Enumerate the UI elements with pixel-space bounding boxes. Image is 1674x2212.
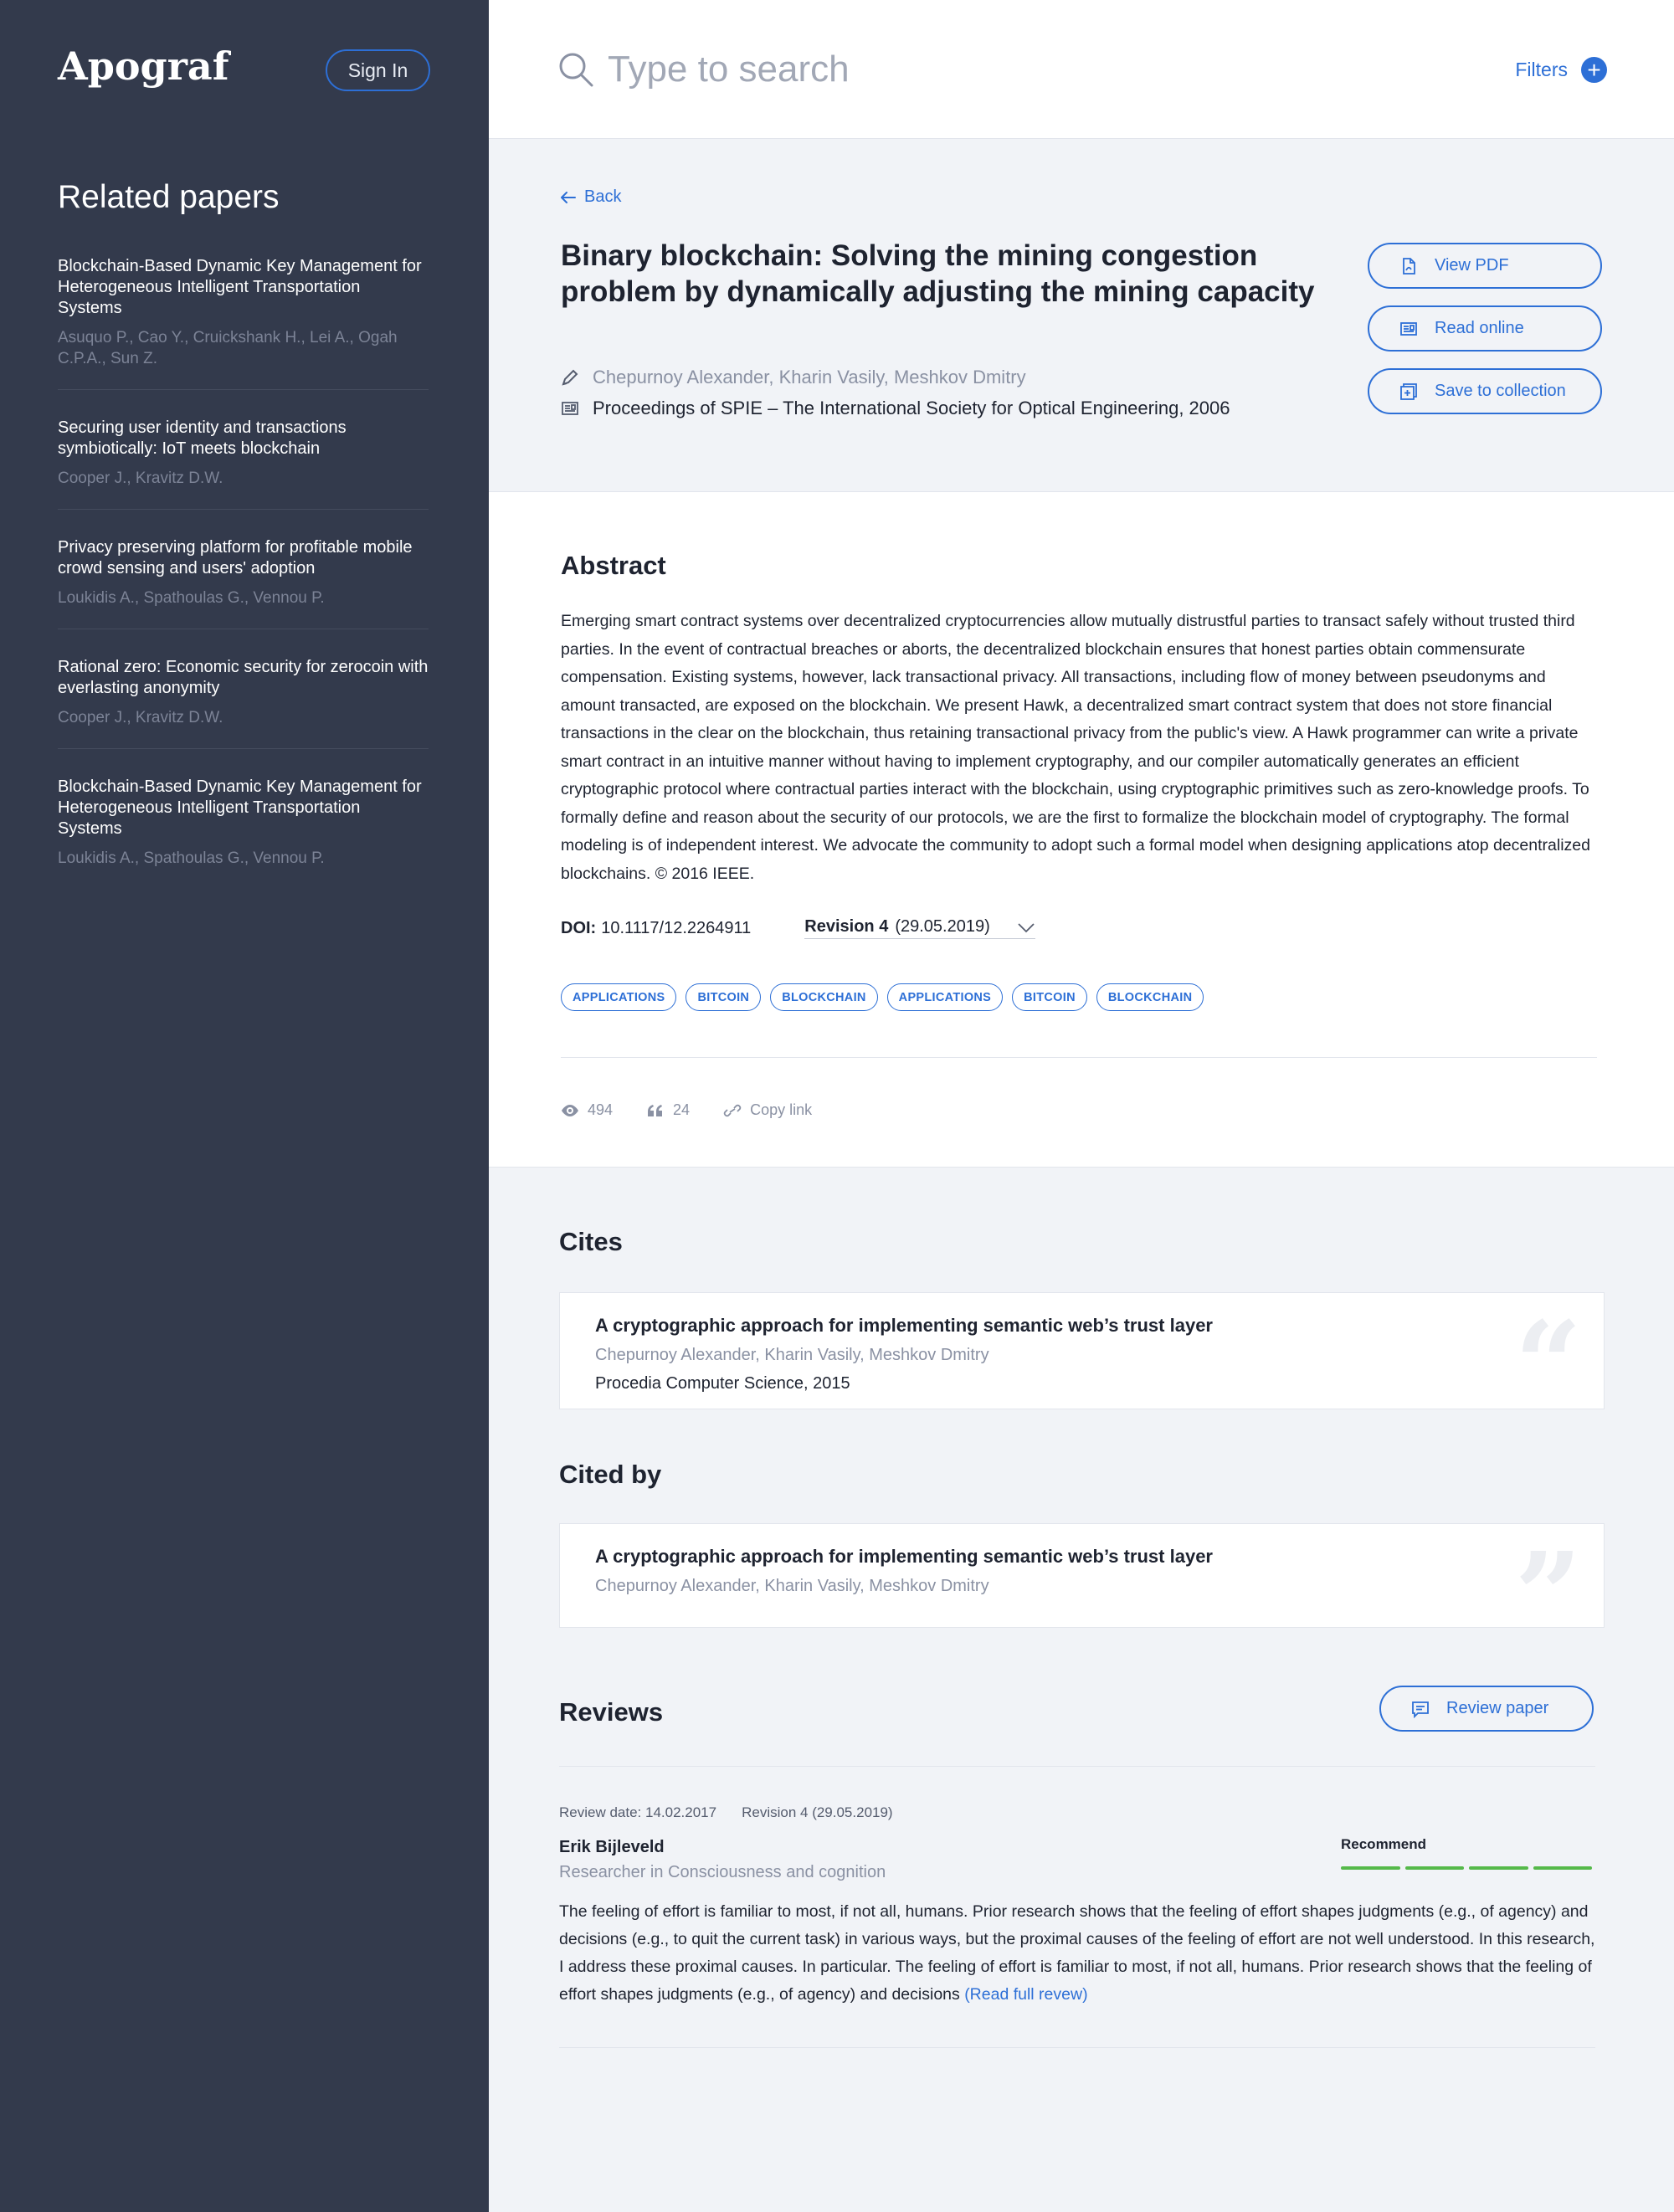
paper-stats bbox=[561, 1101, 812, 1119]
abstract-text: Emerging smart contract systems over decentralized cryptocurrencies allow mutually distrustful parties to transact safely without trusted third parties. In the event of contractual breaches or aborts, the decentralized blockchain ensures that honest parties obtain commensurate compensation. Existing systems, however, lack transactional privacy. All transactions, including flow of money between pseudonyms and amount transacted, are exposed on the blockchain. We present Hawk, a decentralized smart contract system that does not store financial transactions in the clear on the blockchain, thus retaining transactional privacy from the public's view. A Hawk programmer can write a private smart contract in an intuitive manner without having to implement cryptography, and our compiler automatically generates an efficient cryptographic protocol where contractual parties interact with the blockchain, using cryptographic primitives such as zero-knowledge proofs. To formally define and reason about the security of our protocols, we are the first to formalize the blockchain model of cryptography. The formal modeling is of independent interest. We advocate the community to adopt such a formal model when designing applications atop decentralized blockchains. © 2016 IEEE. bbox=[561, 612, 1590, 883]
score-bar-segment bbox=[1469, 1866, 1528, 1870]
read-online-button[interactable] bbox=[1368, 305, 1602, 352]
related-paper-title[interactable]: Privacy preserving platform for profitable mobile crowd sensing and users' adoption bbox=[58, 538, 413, 577]
related-paper-authors: Asuquo P., Cao Y., Cruickshank H., Lei A., Ogah C.P.A., Sun Z. bbox=[58, 329, 398, 367]
plus-icon: + bbox=[1581, 57, 1607, 83]
review-revision: Revision 4 (29.05.2019) bbox=[742, 1804, 893, 1820]
view-pdf-label: View PDF bbox=[1435, 256, 1509, 275]
copy-link-button[interactable] bbox=[723, 1101, 812, 1119]
divider bbox=[559, 2047, 1595, 2048]
back-label: Back bbox=[584, 187, 622, 206]
view-pdf-button[interactable] bbox=[1368, 243, 1602, 289]
related-paper-title[interactable]: Blockchain-Based Dynamic Key Management for Heterogeneous Intelligent Transportation Systems bbox=[58, 257, 422, 317]
link-icon bbox=[723, 1104, 742, 1117]
sidebar bbox=[0, 0, 489, 2212]
cite-venue: Procedia Computer Science, 2015 bbox=[595, 1374, 850, 1393]
score-bar-segment bbox=[1341, 1866, 1400, 1870]
add-collection-icon bbox=[1399, 382, 1418, 401]
related-paper-item bbox=[58, 256, 429, 390]
related-paper-item bbox=[58, 657, 429, 749]
cite-title: A cryptographic approach for implementing semantic web’s trust layer bbox=[595, 1315, 1213, 1336]
tag-chip[interactable]: BITCOIN bbox=[686, 983, 761, 1011]
review-paper-label: Review paper bbox=[1446, 1699, 1549, 1717]
related-paper-title[interactable]: Securing user identity and transactions symbiotically: IoT meets blockchain bbox=[58, 418, 347, 458]
views-stat bbox=[561, 1101, 613, 1119]
tag-chip[interactable]: APPLICATIONS bbox=[887, 983, 1003, 1011]
recommend-rating bbox=[1341, 1836, 1592, 1870]
abstract-section bbox=[489, 492, 1674, 1168]
read-online-icon bbox=[1399, 320, 1418, 338]
paper-venue-row bbox=[561, 398, 1230, 419]
related-paper-title[interactable]: Blockchain-Based Dynamic Key Management for Heterogeneous Intelligent Transportation Systems bbox=[58, 778, 422, 838]
score-bar-segment bbox=[1533, 1866, 1593, 1870]
read-online-label: Read online bbox=[1435, 319, 1524, 337]
related-paper-item bbox=[58, 777, 429, 889]
related-papers-title: Related papers bbox=[58, 179, 280, 215]
related-paper-authors: Cooper J., Kravitz D.W. bbox=[58, 470, 223, 487]
cited-by-paper-title: A cryptographic approach for implementing semantic web’s trust layer bbox=[595, 1546, 1213, 1567]
related-paper-authors: Loukidis A., Spathoulas G., Vennou P. bbox=[58, 589, 325, 607]
reviews-title: Reviews bbox=[559, 1697, 664, 1727]
paper-actions bbox=[1368, 243, 1602, 414]
back-link[interactable] bbox=[561, 187, 621, 207]
copy-link-label: Copy link bbox=[750, 1101, 813, 1118]
related-paper-item bbox=[58, 418, 429, 510]
paper-authors[interactable]: Chepurnoy Alexander, Kharin Vasily, Meshkov Dmitry bbox=[593, 367, 1026, 387]
cited-by-title: Cited by bbox=[559, 1460, 662, 1489]
revision-date: (29.05.2019) bbox=[895, 917, 990, 936]
paper-venue: Proceedings of SPIE – The International Society for Optical Engineering, 2006 bbox=[593, 398, 1230, 418]
comment-icon bbox=[1411, 1700, 1430, 1718]
recommend-label: Recommend bbox=[1341, 1836, 1427, 1852]
cite-card[interactable] bbox=[559, 1292, 1605, 1434]
views-count: 494 bbox=[588, 1101, 614, 1118]
pencil-icon bbox=[561, 368, 579, 387]
logo[interactable]: Apograf bbox=[58, 44, 229, 89]
revision-label: Revision 4 bbox=[804, 917, 889, 936]
tag-chip[interactable]: BLOCKCHAIN bbox=[770, 983, 877, 1011]
save-to-collection-label: Save to collection bbox=[1435, 382, 1566, 400]
review-body: The feeling of effort is familiar to most, if not all, humans. Prior research shows that the feeling of effort shapes judgments (e.g., of agency) and decisions (e.g., to quit the current task) in various ways, but the proximal causes of the feeling of effort are not well understood. In this research, I address these proximal causes. In particular. The feeling of effort is familiar to most, if not all, humans. Prior research shows that the feeling of effort shapes judgments (e.g., of agency) and decisions bbox=[559, 1902, 1595, 2004]
tag-chip[interactable]: BITCOIN bbox=[1012, 983, 1087, 1011]
search-input[interactable] bbox=[608, 45, 1194, 94]
divider bbox=[561, 1057, 1597, 1058]
cite-authors: Chepurnoy Alexander, Kharin Vasily, Meshkov Dmitry bbox=[595, 1346, 989, 1364]
open-quote-icon: “ bbox=[1514, 1296, 1582, 1434]
doi-value[interactable]: 10.1117/12.2264911 bbox=[601, 918, 752, 937]
cites-title: Cites bbox=[559, 1227, 623, 1256]
citations-count: 24 bbox=[673, 1101, 691, 1118]
review-date: Review date: 14.02.2017 bbox=[559, 1804, 717, 1820]
divider bbox=[559, 1766, 1595, 1767]
chevron-down-icon bbox=[1017, 921, 1035, 933]
tag-chip[interactable]: APPLICATIONS bbox=[561, 983, 676, 1011]
paper-title: Binary blockchain: Solving the mining congestion problem by dynamically adjusting the mining capacity bbox=[561, 239, 1315, 308]
related-papers-list bbox=[58, 256, 429, 916]
doi-label: DOI: bbox=[561, 918, 597, 937]
related-paper-title[interactable]: Rational zero: Economic security for zerocoin with everlasting anonymity bbox=[58, 658, 429, 697]
abstract-title: Abstract bbox=[561, 551, 666, 580]
review-paper-button[interactable] bbox=[1379, 1686, 1594, 1732]
tag-list bbox=[561, 983, 1204, 1011]
paper-header bbox=[489, 139, 1674, 492]
reviewer-role: Researcher in Consciousness and cognition bbox=[559, 1863, 886, 1881]
citations-stat bbox=[646, 1101, 690, 1119]
review-meta bbox=[559, 1804, 893, 1821]
search-icon bbox=[558, 52, 593, 87]
related-paper-item bbox=[58, 537, 429, 629]
save-to-collection-button[interactable] bbox=[1368, 368, 1602, 414]
doi-revision-row bbox=[561, 917, 1035, 939]
reviewer-name[interactable]: Erik Bijleveld bbox=[559, 1838, 665, 1856]
arrow-left-icon bbox=[561, 192, 576, 203]
top-header bbox=[489, 0, 1674, 139]
quote-icon bbox=[646, 1104, 665, 1117]
filters-label: Filters bbox=[1515, 59, 1568, 80]
journal-icon bbox=[561, 399, 579, 418]
revision-select[interactable] bbox=[804, 917, 1035, 939]
related-paper-authors: Cooper J., Kravitz D.W. bbox=[58, 709, 223, 726]
sign-in-button[interactable]: Sign In bbox=[326, 49, 430, 91]
filters-button[interactable] bbox=[1515, 57, 1607, 83]
recommend-score-bars bbox=[1341, 1866, 1592, 1870]
paper-authors-row bbox=[561, 367, 1026, 388]
eye-icon bbox=[561, 1104, 579, 1117]
cited-by-card[interactable] bbox=[559, 1523, 1605, 1665]
close-quote-icon: ” bbox=[1514, 1527, 1582, 1665]
score-bar-segment bbox=[1405, 1866, 1465, 1870]
pdf-icon bbox=[1399, 257, 1418, 275]
read-full-review-link[interactable]: (Read full revew) bbox=[964, 1985, 1088, 2004]
tag-chip[interactable]: BLOCKCHAIN bbox=[1096, 983, 1204, 1011]
related-paper-authors: Loukidis A., Spathoulas G., Vennou P. bbox=[58, 849, 325, 867]
cited-by-authors: Chepurnoy Alexander, Kharin Vasily, Meshkov Dmitry bbox=[595, 1577, 989, 1595]
review-text bbox=[559, 1898, 1597, 2009]
